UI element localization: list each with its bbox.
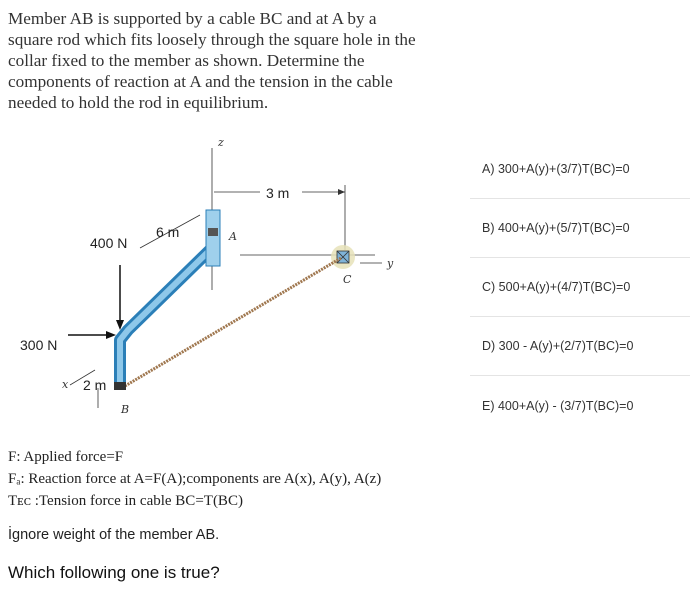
question-prompt: Which following one is true? xyxy=(8,563,220,582)
definition-tension: Tᴇᴄ :Tension force in cable BC=T(BC) xyxy=(8,493,243,509)
option-b[interactable]: B) 400+A(y)+(5/7)T(BC)=0 xyxy=(470,199,690,258)
z-axis-label: z xyxy=(218,136,224,149)
problem-line-2: square rod which fits loosely through the square hole in the xyxy=(8,30,416,49)
definitions xyxy=(8,446,381,512)
option-c[interactable]: C) 500+A(y)+(4/7)T(BC)=0 xyxy=(470,258,690,317)
problem-line-5: needed to hold the rod in equilibrium. xyxy=(8,93,269,112)
answer-options xyxy=(470,140,690,435)
problem-figure xyxy=(0,130,440,430)
definition-force: F: Applied force=F xyxy=(8,449,124,465)
option-e[interactable]: E) 400+A(y) - (3/7)T(BC)=0 xyxy=(482,398,634,413)
dim-2m: 2 m xyxy=(83,377,107,393)
point-a-label: A xyxy=(229,230,237,243)
point-b-label: B xyxy=(121,403,130,416)
option-a[interactable]: A) 300+A(y)+(3/7)T(BC)=0 xyxy=(470,140,690,199)
force-400n: 400 N xyxy=(90,235,128,251)
problem-line-4: components of reaction at A and the tension in the cable xyxy=(8,72,393,91)
ignore-note: İgnore weight of the member AB. xyxy=(8,527,220,543)
dim-3m: 3 m xyxy=(266,185,290,201)
dim-6m: 6 m xyxy=(156,224,180,240)
y-axis-label: y xyxy=(387,257,394,270)
problem-line-3: collar fixed to the member as shown. Determine the xyxy=(8,51,365,70)
x-axis-label: x xyxy=(62,378,69,391)
option-d[interactable]: D) 300 - A(y)+(2/7)T(BC)=0 xyxy=(470,317,690,376)
definition-reaction: Fₐ: Reaction force at A=F(A);components are A(x), A(y), A(z) xyxy=(8,471,382,487)
point-c-label: C xyxy=(343,273,352,286)
force-300n: 300 N xyxy=(20,337,58,353)
problem-statement xyxy=(8,8,438,113)
problem-line-1: Member AB is supported by a cable BC and at A by a xyxy=(8,9,377,28)
